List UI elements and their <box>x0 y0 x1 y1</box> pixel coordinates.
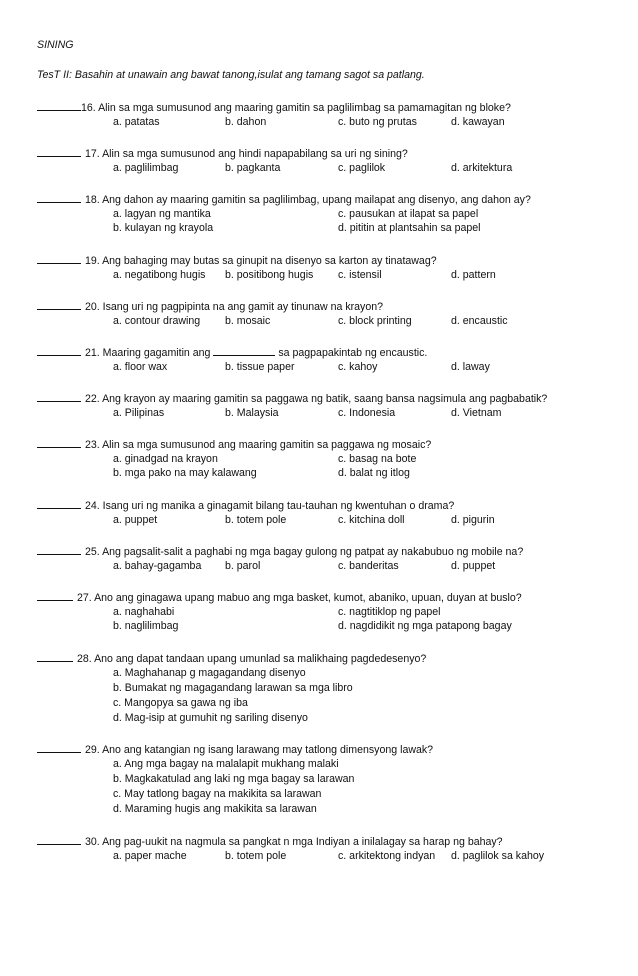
answer-blank[interactable] <box>37 651 73 662</box>
question-text: 27. Ano ang ginagawa upang mabuo ang mga basket, kumot, abaniko, upuan, duyan at buslo? <box>77 592 522 604</box>
option-a: a. ginadgad na krayon <box>113 453 218 465</box>
option-b: b. Bumakat ng magagandang larawan sa mga libro <box>113 682 353 694</box>
option-c: c. arkitektong indyan <box>338 850 436 862</box>
option-d: d. balat ng itlog <box>338 467 410 479</box>
answer-blank[interactable] <box>37 345 81 356</box>
question-17 <box>37 146 408 161</box>
question-text: 22. Ang krayon ay maaring gamitin sa paggawa ng batik, saang bansa nagsimula ang pagbabatik? <box>85 393 548 405</box>
question-text: 23. Alin sa mga sumusunod ang maaring gamitin sa paggawa ng mosaic? <box>85 439 432 451</box>
answer-blank[interactable] <box>37 544 81 555</box>
option-c: c. paglilok <box>338 162 386 174</box>
question-text: 20. Isang uri ng pagpipinta na ang gamit ay tinunaw na krayon? <box>85 301 384 313</box>
option-a: a. puppet <box>113 514 158 526</box>
option-d: d. pititin at plantsahin sa papel <box>338 222 481 234</box>
question-25 <box>37 544 523 559</box>
question-21 <box>37 345 427 360</box>
option-c: c. istensil <box>338 269 382 281</box>
option-a: a. paglilimbag <box>113 162 179 174</box>
option-b: b. positibong hugis <box>225 269 314 281</box>
question-18 <box>37 192 531 207</box>
answer-blank[interactable] <box>37 299 81 310</box>
option-b: b. naglilimbag <box>113 620 179 632</box>
option-c: c. basag na bote <box>338 453 417 465</box>
question-text-before: 21. Maaring gagamitin ang <box>85 347 211 359</box>
question-text-after: sa pagpapakintab ng encaustic. <box>278 347 428 359</box>
test-instructions: TesT II: Basahin at unawain ang bawat tanong,isulat ang tamang sagot sa patlang. <box>37 69 425 81</box>
answer-blank[interactable] <box>37 742 81 753</box>
answer-blank[interactable] <box>37 834 81 845</box>
answer-blank[interactable] <box>37 100 81 111</box>
option-d: d. nagdidikit ng mga patapong bagay <box>338 620 512 632</box>
option-c: c. kahoy <box>338 361 378 373</box>
option-b: b. totem pole <box>225 514 287 526</box>
option-b: b. Magkakatulad ang laki ng mga bagay sa larawan <box>113 773 355 785</box>
answer-blank[interactable] <box>37 146 81 157</box>
option-b: b. totem pole <box>225 850 287 862</box>
option-d: d. laway <box>451 361 490 373</box>
option-a: a. naghahabi <box>113 606 175 618</box>
answer-blank[interactable] <box>37 192 81 203</box>
answer-blank[interactable] <box>37 391 81 402</box>
question-text: 24. Isang uri ng manika a ginagamit bilang tau-tauhan ng kwentuhan o drama? <box>85 500 455 512</box>
option-a: a. contour drawing <box>113 315 201 327</box>
option-a: a. lagyan ng mantika <box>113 208 211 220</box>
option-c: c. kitchina doll <box>338 514 405 526</box>
option-c: c. banderitas <box>338 560 399 572</box>
option-d: d. pigurin <box>451 514 495 526</box>
question-19 <box>37 253 437 268</box>
option-c: c. Indonesia <box>338 407 396 419</box>
question-text: 18. Ang dahon ay maaring gamitin sa paglilimbag, upang mailapat ang disenyo, ang dahon ay? <box>85 194 531 206</box>
question-30 <box>37 834 503 849</box>
option-c: c. Mangopya sa gawa ng iba <box>113 697 248 709</box>
option-d: d. pattern <box>451 269 496 281</box>
option-b: b. mosaic <box>225 315 271 327</box>
option-b: b. dahon <box>225 116 267 128</box>
question-text: 16. Alin sa mga sumusunod ang maaring gamitin sa paglilimbag sa pamamagitan ng bloke? <box>81 102 511 114</box>
option-c: c. May tatlong bagay na makikita sa larawan <box>113 788 322 800</box>
option-a: a. Pilipinas <box>113 407 165 419</box>
question-27 <box>37 590 522 605</box>
option-a: a. Maghahanap g magagandang disenyo <box>113 667 306 679</box>
question-29 <box>37 742 433 757</box>
option-b: b. pagkanta <box>225 162 281 174</box>
question-22 <box>37 391 547 406</box>
option-d: d. arkitektura <box>451 162 513 174</box>
question-16 <box>37 100 511 115</box>
option-a: a. bahay-gagamba <box>113 560 202 572</box>
option-b: b. parol <box>225 560 261 572</box>
question-text: 25. Ang pagsalit-salit a paghabi ng mga bagay gulong ng patpat ay nakabubuo ng mobile na? <box>85 546 524 558</box>
option-c: c. buto ng prutas <box>338 116 417 128</box>
option-c: c. pausukan at ilapat sa papel <box>338 208 479 220</box>
option-b: b. tissue paper <box>225 361 295 373</box>
option-d: d. encaustic <box>451 315 508 327</box>
option-c: c. nagtitiklop ng papel <box>338 606 441 618</box>
question-20 <box>37 299 383 314</box>
answer-blank[interactable] <box>37 590 73 601</box>
option-a: a. Ang mga bagay na malalapit mukhang malaki <box>113 758 339 770</box>
question-28 <box>37 651 426 666</box>
option-d: d. Maraming hugis ang makikita sa larawan <box>113 803 317 815</box>
option-d: d. puppet <box>451 560 496 572</box>
question-text: 19. Ang bahaging may butas sa ginupit na disenyo sa karton ay tinatawag? <box>85 255 437 267</box>
option-c: c. block printing <box>338 315 412 327</box>
option-d: d. kawayan <box>451 116 505 128</box>
option-d: d. Vietnam <box>451 407 502 419</box>
subject-title: SINING <box>37 39 74 51</box>
question-text: 17. Alin sa mga sumusunod ang hindi napapabilang sa uri ng sining? <box>85 148 408 160</box>
option-b: b. kulayan ng krayola <box>113 222 214 234</box>
question-23 <box>37 437 431 452</box>
option-a: a. paper mache <box>113 850 187 862</box>
question-text: 29. Ano ang katangian ng isang larawang may tatlong dimensyong lawak? <box>85 744 434 756</box>
option-b: b. mga pako na may kalawang <box>113 467 257 479</box>
option-a: a. patatas <box>113 116 160 128</box>
answer-blank[interactable] <box>37 253 81 264</box>
question-text: 30. Ang pag-uukit na nagmula sa pangkat n mga Indiyan a inilalagay sa harap ng bahay? <box>85 836 503 848</box>
question-text: 28. Ano ang dapat tandaan upang umunlad sa malikhaing pagdedesenyo? <box>77 653 427 665</box>
option-a: a. negatibong hugis <box>113 269 206 281</box>
answer-blank[interactable] <box>37 437 81 448</box>
option-d: d. Mag-isip at gumuhit ng sariling disenyo <box>113 712 308 724</box>
answer-blank[interactable] <box>37 498 81 509</box>
fill-in-blank[interactable] <box>213 345 275 356</box>
option-b: b. Malaysia <box>225 407 279 419</box>
option-a: a. floor wax <box>113 361 168 373</box>
option-d: d. paglilok sa kahoy <box>451 850 545 862</box>
question-24 <box>37 498 454 513</box>
